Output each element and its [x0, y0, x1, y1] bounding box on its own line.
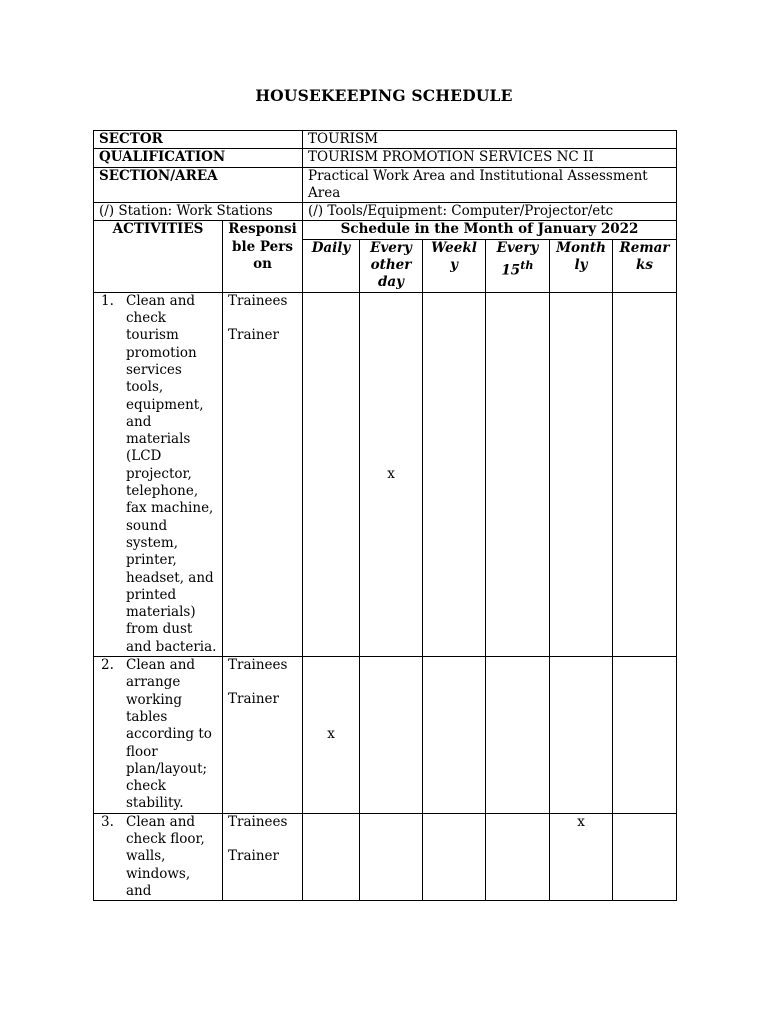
every-15th-header	[486, 239, 550, 292]
activities-header: ACTIVITIES	[94, 221, 223, 292]
every-15th-cell	[486, 657, 550, 814]
responsible-cell	[223, 813, 303, 900]
activity-number: 3.	[101, 813, 114, 830]
station-tools-row	[94, 203, 677, 221]
remarks-cell	[613, 657, 677, 814]
schedule-header: Schedule in the Month of January 2022	[303, 221, 677, 239]
responsible-header: Responsible Person	[223, 221, 303, 292]
every-other-day-cell	[360, 813, 423, 900]
every-15th-label: Every 15	[496, 239, 539, 279]
responsible-trainer: Trainer	[228, 327, 279, 344]
activity-text: Clean and check tourism promotion services tools, equipment, and materials (LCD projector, telephone, fax machine, sound system, printer, headset, and printed materials) from dust and bacteria.	[126, 292, 217, 655]
activity-text: Clean and check floor, walls, windows, and	[126, 813, 205, 899]
activity-text: Clean and arrange working tables according to floor plan/layout; check stability.	[126, 657, 212, 812]
remarks-header: Remarks	[613, 239, 677, 292]
remarks-cell	[613, 813, 677, 900]
section-value: Practical Work Area and Institutional Assessment Area	[303, 167, 677, 203]
activity-cell	[94, 292, 223, 656]
responsible-trainer: Trainer	[228, 691, 279, 708]
every-15th-cell	[486, 813, 550, 900]
sector-row	[94, 131, 677, 149]
activity-cell	[94, 657, 223, 814]
responsible-cell	[223, 657, 303, 814]
weekly-cell	[423, 292, 486, 656]
every-15th-suffix: th	[520, 258, 534, 273]
table-row	[94, 813, 677, 900]
sector-label: SECTOR	[94, 131, 303, 149]
qualification-value: TOURISM PROMOTION SERVICES NC II	[303, 149, 677, 167]
table-row	[94, 657, 677, 814]
table-row	[94, 292, 677, 656]
daily-cell	[303, 813, 360, 900]
daily-header: Daily	[303, 239, 360, 292]
activity-number: 1.	[101, 292, 114, 309]
monthly-cell	[550, 657, 613, 814]
responsible-trainer: Trainer	[228, 847, 279, 864]
weekly-cell	[423, 813, 486, 900]
responsible-cell	[223, 292, 303, 656]
responsible-trainees: Trainees	[228, 813, 288, 830]
station-text: (/) Station: Work Stations	[94, 203, 303, 221]
qualification-row	[94, 149, 677, 167]
every-15th-cell	[486, 292, 550, 656]
weekly-header: Weekly	[423, 239, 486, 292]
monthly-cell: x	[550, 813, 613, 900]
daily-cell	[303, 292, 360, 656]
sector-value: TOURISM	[303, 131, 677, 149]
every-other-day-cell	[360, 657, 423, 814]
responsible-trainees: Trainees	[228, 657, 288, 674]
page-title: HOUSEKEEPING SCHEDULE	[255, 86, 513, 105]
tools-text: (/) Tools/Equipment: Computer/Projector/etc	[303, 203, 677, 221]
section-label: SECTION/AREA	[94, 167, 303, 203]
activity-cell	[94, 813, 223, 900]
housekeeping-schedule-table	[93, 130, 677, 901]
monthly-header: Monthly	[550, 239, 613, 292]
remarks-cell	[613, 292, 677, 656]
header-row-1	[94, 221, 677, 239]
every-other-day-cell: x	[360, 292, 423, 656]
responsible-trainees: Trainees	[228, 292, 288, 309]
daily-cell: x	[303, 657, 360, 814]
activity-number: 2.	[101, 657, 114, 674]
section-row	[94, 167, 677, 203]
qualification-label: QUALIFICATION	[94, 149, 303, 167]
every-other-day-header: Every other day	[360, 239, 423, 292]
monthly-cell	[550, 292, 613, 656]
weekly-cell	[423, 657, 486, 814]
